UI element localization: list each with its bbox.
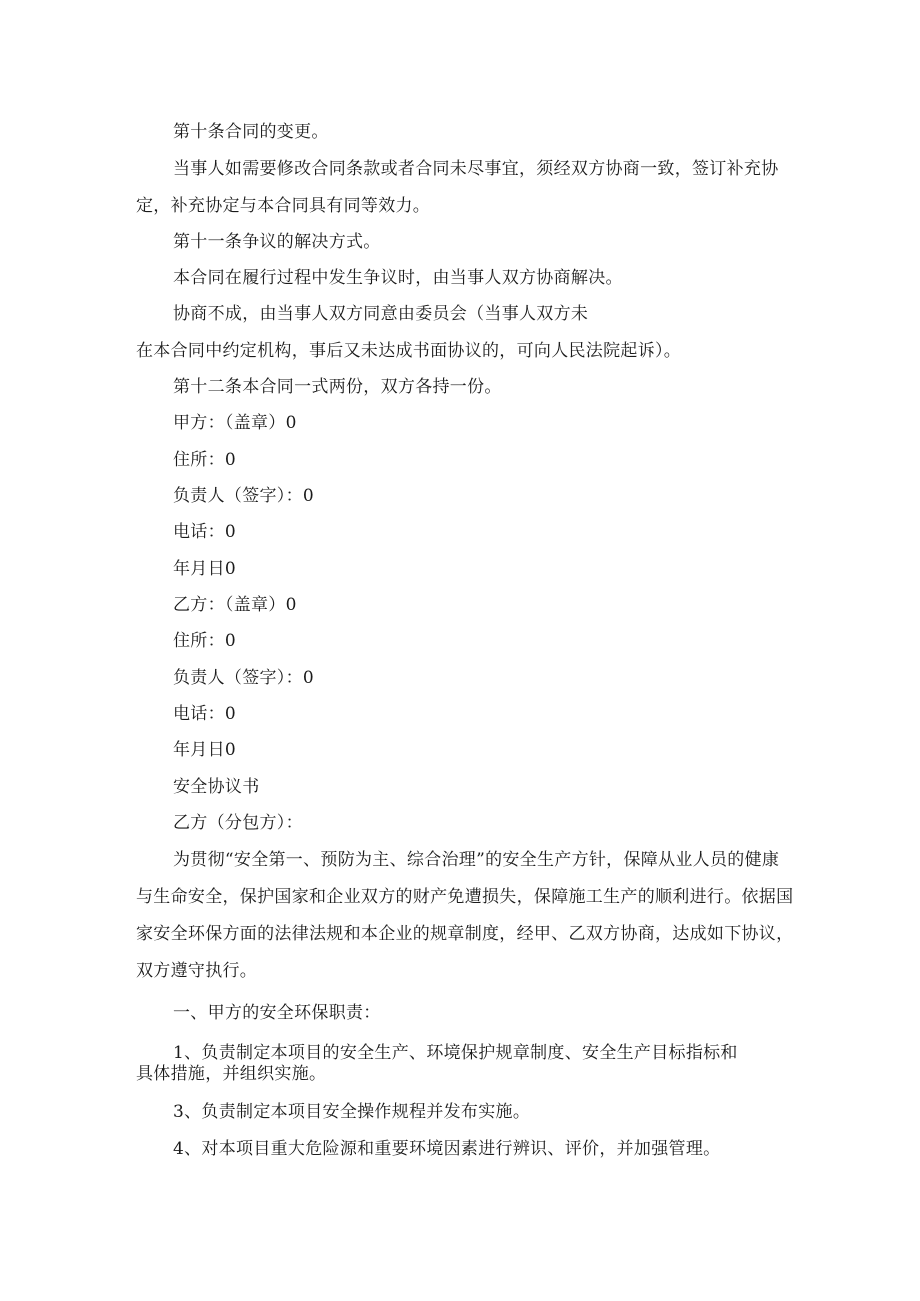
clause11-paragraph-line: 在本合同中约定机构，事后又未达成书面协议的，可向人民法院起诉）。 (136, 341, 682, 361)
intro-paragraph-line: 与生命安全，保护国家和企业双方的财产免遭损失，保障施工生产的顺利进行。依据国 (136, 887, 794, 907)
party-b-signer: 负责人（签字）：0 (173, 668, 315, 688)
intro-paragraph-line: 家安全环保方面的法律法规和本企业的规章制度，经甲、乙双方协商，达成如下协议， (136, 924, 794, 944)
item1-line: 具体措施，并组织实施。 (136, 1064, 327, 1084)
party-a-date: 年月日0 (173, 559, 237, 579)
intro-paragraph-line: 双方遵守执行。 (136, 961, 258, 981)
clause11-paragraph-line: 协商不成，由当事人双方同意由委员会（当事人双方未 (173, 304, 589, 324)
intro-paragraph-line: 为贯彻“安全第一、预防为主、综合治理”的安全生产方针，保障从业人员的健康 (173, 850, 780, 870)
party-b-address: 住所：0 (173, 631, 237, 651)
party-a-signer: 负责人（签字）：0 (173, 486, 315, 506)
item1-line: 1、负责制定本项目的安全生产、环境保护规章制度、安全生产目标指标和 (173, 1043, 738, 1063)
item4-text: 4、对本项目重大危险源和重要环境因素进行辨识、评价，并加强管理。 (173, 1139, 721, 1159)
agreement-title: 安全协议书 (173, 777, 260, 797)
item3-text: 3、负责制定本项目安全操作规程并发布实施。 (173, 1102, 531, 1122)
clause10-title: 第十条合同的变更。 (173, 122, 329, 142)
section1-title: 一、甲方的安全环保职责： (173, 1003, 381, 1023)
party-a-phone: 电话：0 (173, 522, 237, 542)
clause10-paragraph-line: 当事人如需要修改合同条款或者合同未尽事宜，须经双方协商一致，签订补充协 (173, 159, 779, 179)
party-a-address: 住所：0 (173, 450, 237, 470)
clause11-paragraph-line: 本合同在履行过程中发生争议时，由当事人双方协商解决。 (173, 268, 623, 288)
clause10-paragraph-line: 定，补充协定与本合同具有同等效力。 (136, 196, 431, 216)
party-a-seal: 甲方：（盖章）0 (173, 413, 297, 433)
party-b-subcontractor: 乙方（分包方）： (173, 813, 303, 833)
clause11-title: 第十一条争议的解决方式。 (173, 232, 381, 252)
party-b-date: 年月日0 (173, 740, 237, 760)
party-b-phone: 电话：0 (173, 704, 237, 724)
clause12-text: 第十二条本合同一式两份，双方各持一份。 (173, 377, 502, 397)
party-b-seal: 乙方：（盖章）0 (173, 595, 297, 615)
